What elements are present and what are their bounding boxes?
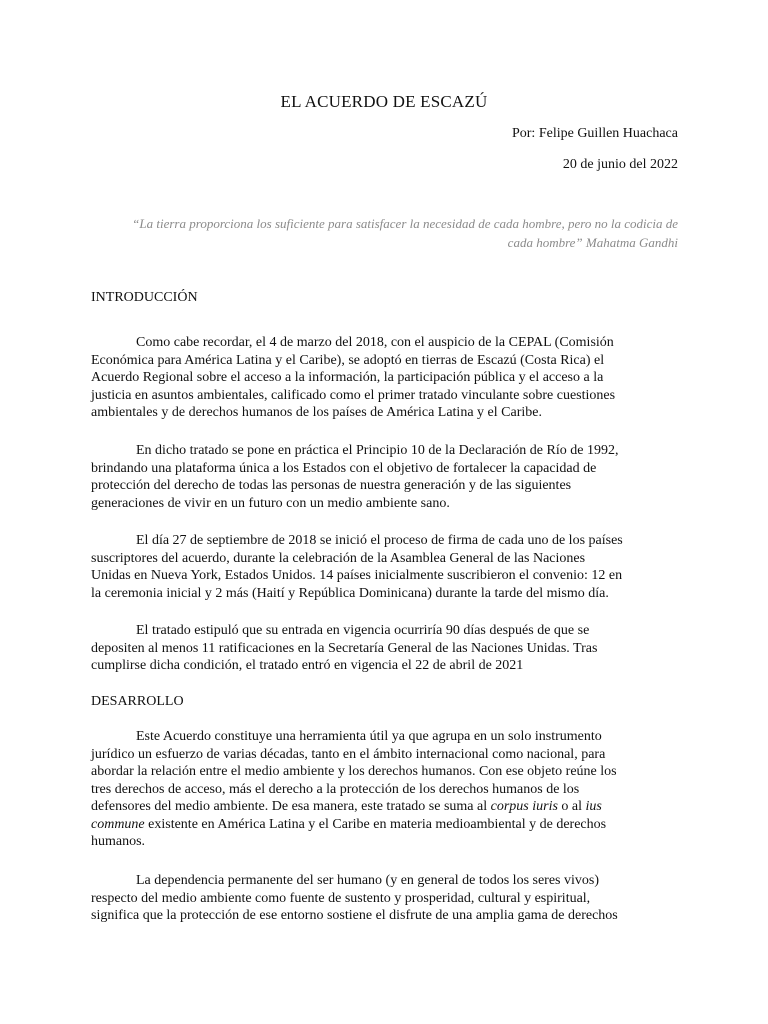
- paragraph-5: [91, 728, 683, 851]
- paragraph-4: [91, 622, 683, 675]
- paragraph-line: justicia en asuntos ambientales, calificado como el primer tratado vinculante sobre cuestiones: [91, 387, 616, 403]
- paragraph-line: Unidas en Nueva York, Estados Unidos. 14 países inicialmente suscribieron el convenio: 12 en: [91, 568, 623, 583]
- latin-term-ius: ius: [585, 799, 602, 814]
- text-run: existente en América Latina y el Caribe en materia medioambiental y de derechos: [144, 816, 607, 832]
- latin-term-commune: commune: [91, 816, 145, 832]
- text-run: o al: [557, 799, 586, 814]
- paragraph-line: [91, 816, 683, 834]
- paragraph-line: cumplirse dicha condición, el tratado entró en vigencia el 22 de abril de 2021: [91, 658, 524, 673]
- section-heading-desarrollo: DESARROLLO: [91, 694, 184, 709]
- paragraph-line: ambientales y de derechos humanos de los países de América Latina y el Caribe.: [91, 405, 542, 420]
- paragraph-line: El día 27 de septiembre de 2018 se inició el proceso de firma de cada uno de los países: [136, 533, 623, 548]
- paragraph-line: protección del derecho de todas las personas de nuestra generación y de las siguientes: [91, 478, 572, 493]
- paragraph-line: abordar la relación entre el medio ambiente y los derechos humanos. Con ese objeto reúne los: [91, 764, 617, 779]
- paragraph-line: Económica para América Latina y el Caribe), se adoptó en tierras de Escazú (Costa Rica) el: [91, 352, 605, 368]
- paragraph-line: depositen al menos 11 ratificaciones en la Secretaría General de las Naciones Unidas. Tras: [91, 640, 598, 656]
- paragraph-1: [91, 334, 683, 422]
- author-line: Por: Felipe Guillen Huachaca: [511, 126, 678, 141]
- paragraph-line: suscriptores del acuerdo, durante la celebración de la Asamblea General de las Naciones: [91, 550, 586, 566]
- paragraph-line: brindando una plataforma única a los Estados con el objetivo de fortalecer la capacidad de: [91, 460, 597, 476]
- text-run: defensores del medio ambiente. De esa manera, este tratado se suma al: [91, 799, 491, 814]
- date-line: 20 de junio del 2022: [562, 157, 678, 172]
- paragraph-line: [91, 798, 683, 816]
- paragraph-line: Acuerdo Regional sobre el acceso a la información, la participación pública y el acceso a la: [91, 370, 604, 385]
- paragraph-line: tres derechos de acceso, más el derecho a la protección de los derechos humanos de los: [91, 781, 580, 797]
- paragraph-line: El tratado estipuló que su entrada en vigencia ocurriría 90 días después de que se: [136, 623, 590, 638]
- paragraph-line: respecto del medio ambiente como fuente de sustento y prosperidad, cultural y espiritual,: [91, 890, 591, 906]
- paragraph-line: generaciones de vivir en un futuro con un medio ambiente sano.: [91, 495, 450, 511]
- paragraph-line: significa que la protección de ese entorno sostiene el disfrute de una amplia gama de derechos: [91, 908, 618, 923]
- latin-term-corpus-iuris: corpus iuris: [490, 799, 558, 814]
- paragraph-line: jurídico un esfuerzo de varias décadas, tanto en el ámbito internacional como nacional, para: [91, 746, 606, 762]
- paragraph-6: [91, 872, 683, 925]
- paragraph-line: humanos.: [91, 834, 146, 849]
- paragraph-line: la ceremonia inicial y 2 más (Haití y República Dominicana) durante la tarde del mismo día.: [91, 585, 609, 601]
- paragraph-3: [91, 532, 683, 602]
- document-title: EL ACUERDO DE ESCAZÚ: [280, 92, 488, 111]
- quote-line: cada hombre” Mahatma Gandhi: [507, 235, 678, 250]
- quote-line: “La tierra proporciona los suficiente para satisfacer la necesidad de cada hombre, pero no la codicia de: [132, 216, 678, 231]
- paragraph-line: En dicho tratado se pone en práctica el Principio 10 de la Declaración de Río de 1992,: [136, 443, 619, 458]
- paragraph-2: [91, 442, 683, 512]
- paragraph-line: Este Acuerdo constituye una herramienta útil ya que agrupa en un solo instrumento: [136, 729, 602, 744]
- paragraph-line: La dependencia permanente del ser humano (y en general de todos los seres vivos): [136, 873, 599, 888]
- epigraph-quote: [92, 214, 678, 252]
- section-heading-introduccion: INTRODUCCIÓN: [91, 290, 198, 305]
- paragraph-line: Como cabe recordar, el 4 de marzo del 2018, con el auspicio de la CEPAL (Comisión: [136, 335, 614, 350]
